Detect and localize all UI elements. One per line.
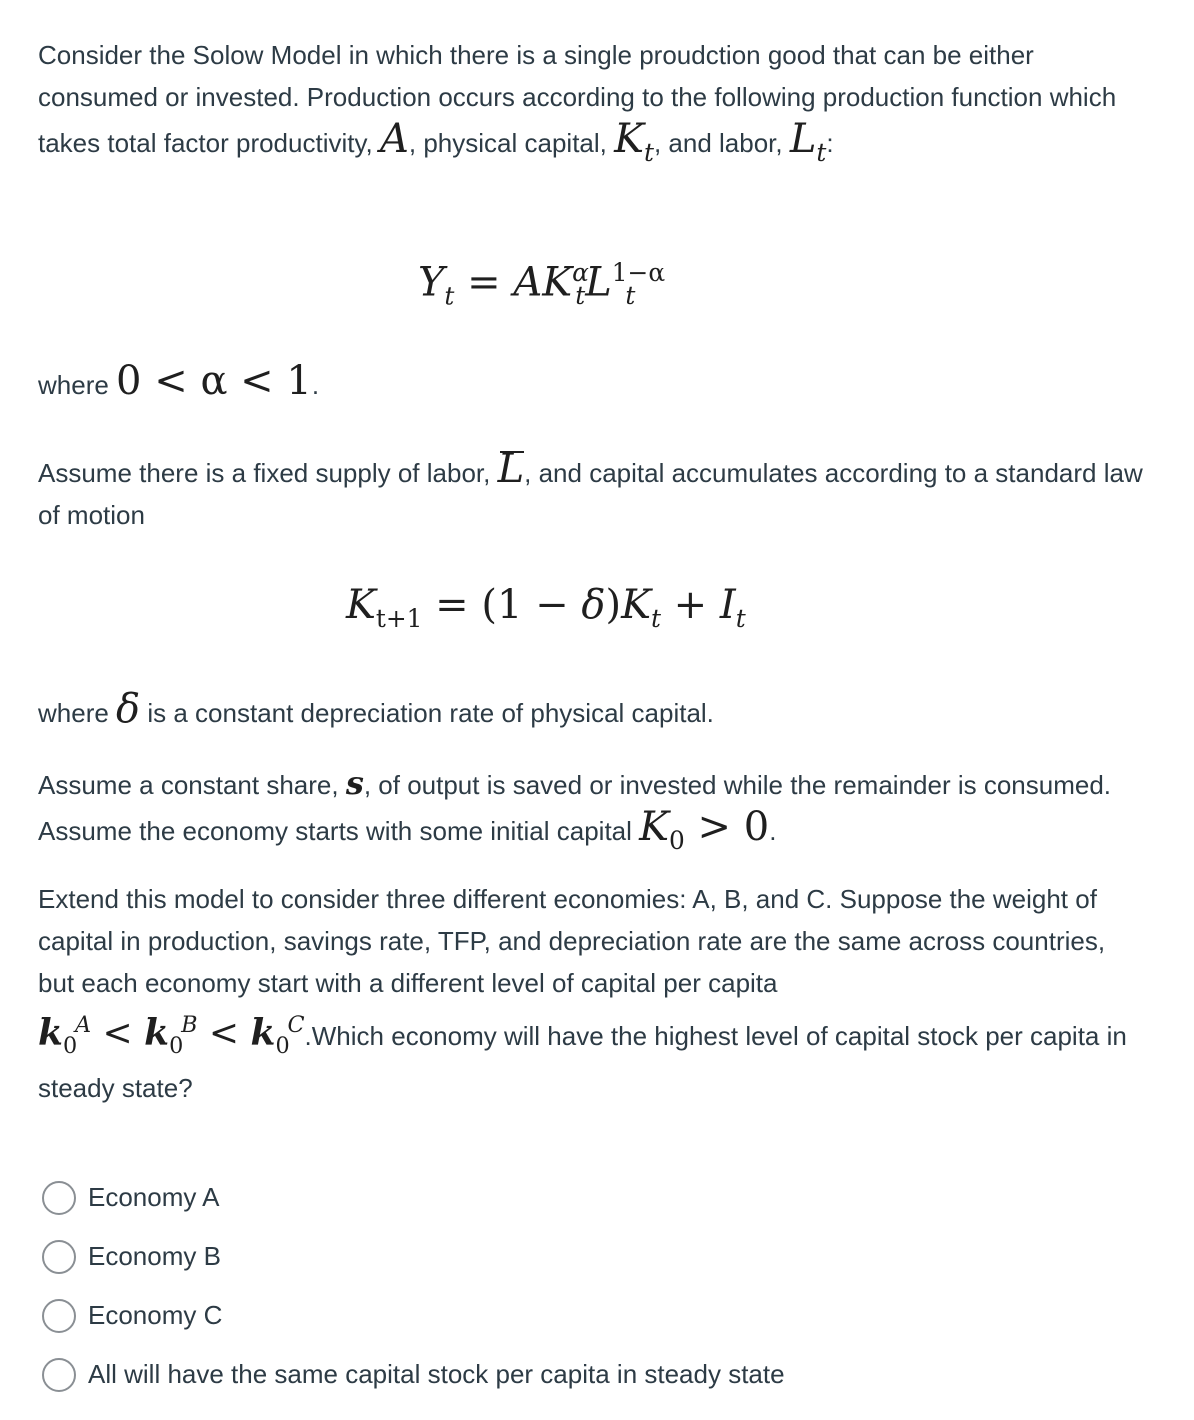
initial-capital-expr: $K_0 > 0$ [639,804,770,855]
law-of-motion-equation: $K_{t+1} = (1 - \delta)K_t + I_t$ [346,582,746,633]
option-label: Economy A [88,1182,220,1212]
extend-paragraph: Extend this model to consider three different economies: A, B, and C. Suppose the weight of capital in production, savings rate, TFP, and depreciation rate are the same across countries, but each economy start with a different level of capital per capita $k_0^A < k_0^B$ < $k_0^C.Which$ economy will have the highest level of capital stock per capita in steady state? [38,884,1127,1104]
option-label: Economy B [88,1241,221,1271]
symbol-A: A [380,116,409,162]
production-function-equation: $Y_t = AK^\alpha_tL^{1-\alpha}_t$ [418,258,666,311]
alpha-inequality: 0 < α < 1 [116,358,312,404]
labor-paragraph: Assume there is a fixed supply of labor, L, and capital accumulates according to a standard law of motion [38,446,1143,530]
intro-text-2: , physical capital, [408,128,615,158]
intro-text-4: : [826,128,834,158]
savings-paragraph: Assume a constant share, s, of output is saved or invested while the remainder is consumed. Assume the economy starts with some initial capital $K_0 > 0$. [38,764,1112,855]
option-label: Economy C [88,1300,223,1330]
symbol-K: $K_t$ [614,116,654,167]
intro-paragraph [38,34,1148,174]
intro-text-1: Consider the Solow Model in which there is a single proudction good that can be either consumed or invested. Production occurs according to the following production function which takes total factor productivity, [38,40,1117,158]
option-economy-a[interactable] [42,1168,785,1227]
symbol-delta: δ [116,686,141,732]
radio-button-economy-a[interactable] [42,1181,76,1215]
option-economy-c[interactable] [42,1286,785,1345]
radio-button-all-same[interactable] [42,1358,76,1392]
capital-ordering-expr: $k_0^A < k_0^B < k_0^C$ [38,1012,305,1060]
alpha-constraint: where 0 < α < 1. [38,358,320,404]
option-label: All will have the same capital stock per capita in steady state [88,1359,785,1389]
option-economy-b[interactable] [42,1227,785,1286]
symbol-L: $L_t$ [789,116,827,167]
intro-text-3: , and labor, [653,128,790,158]
symbol-L-bar: L [497,446,525,492]
delta-definition: where δ is a constant depreciation rate of physical capital. [38,686,714,732]
radio-button-economy-b[interactable] [42,1240,76,1274]
radio-button-economy-c[interactable] [42,1299,76,1333]
answer-options [42,1168,785,1404]
symbol-s: s [345,764,364,802]
option-all-same[interactable] [42,1345,785,1404]
